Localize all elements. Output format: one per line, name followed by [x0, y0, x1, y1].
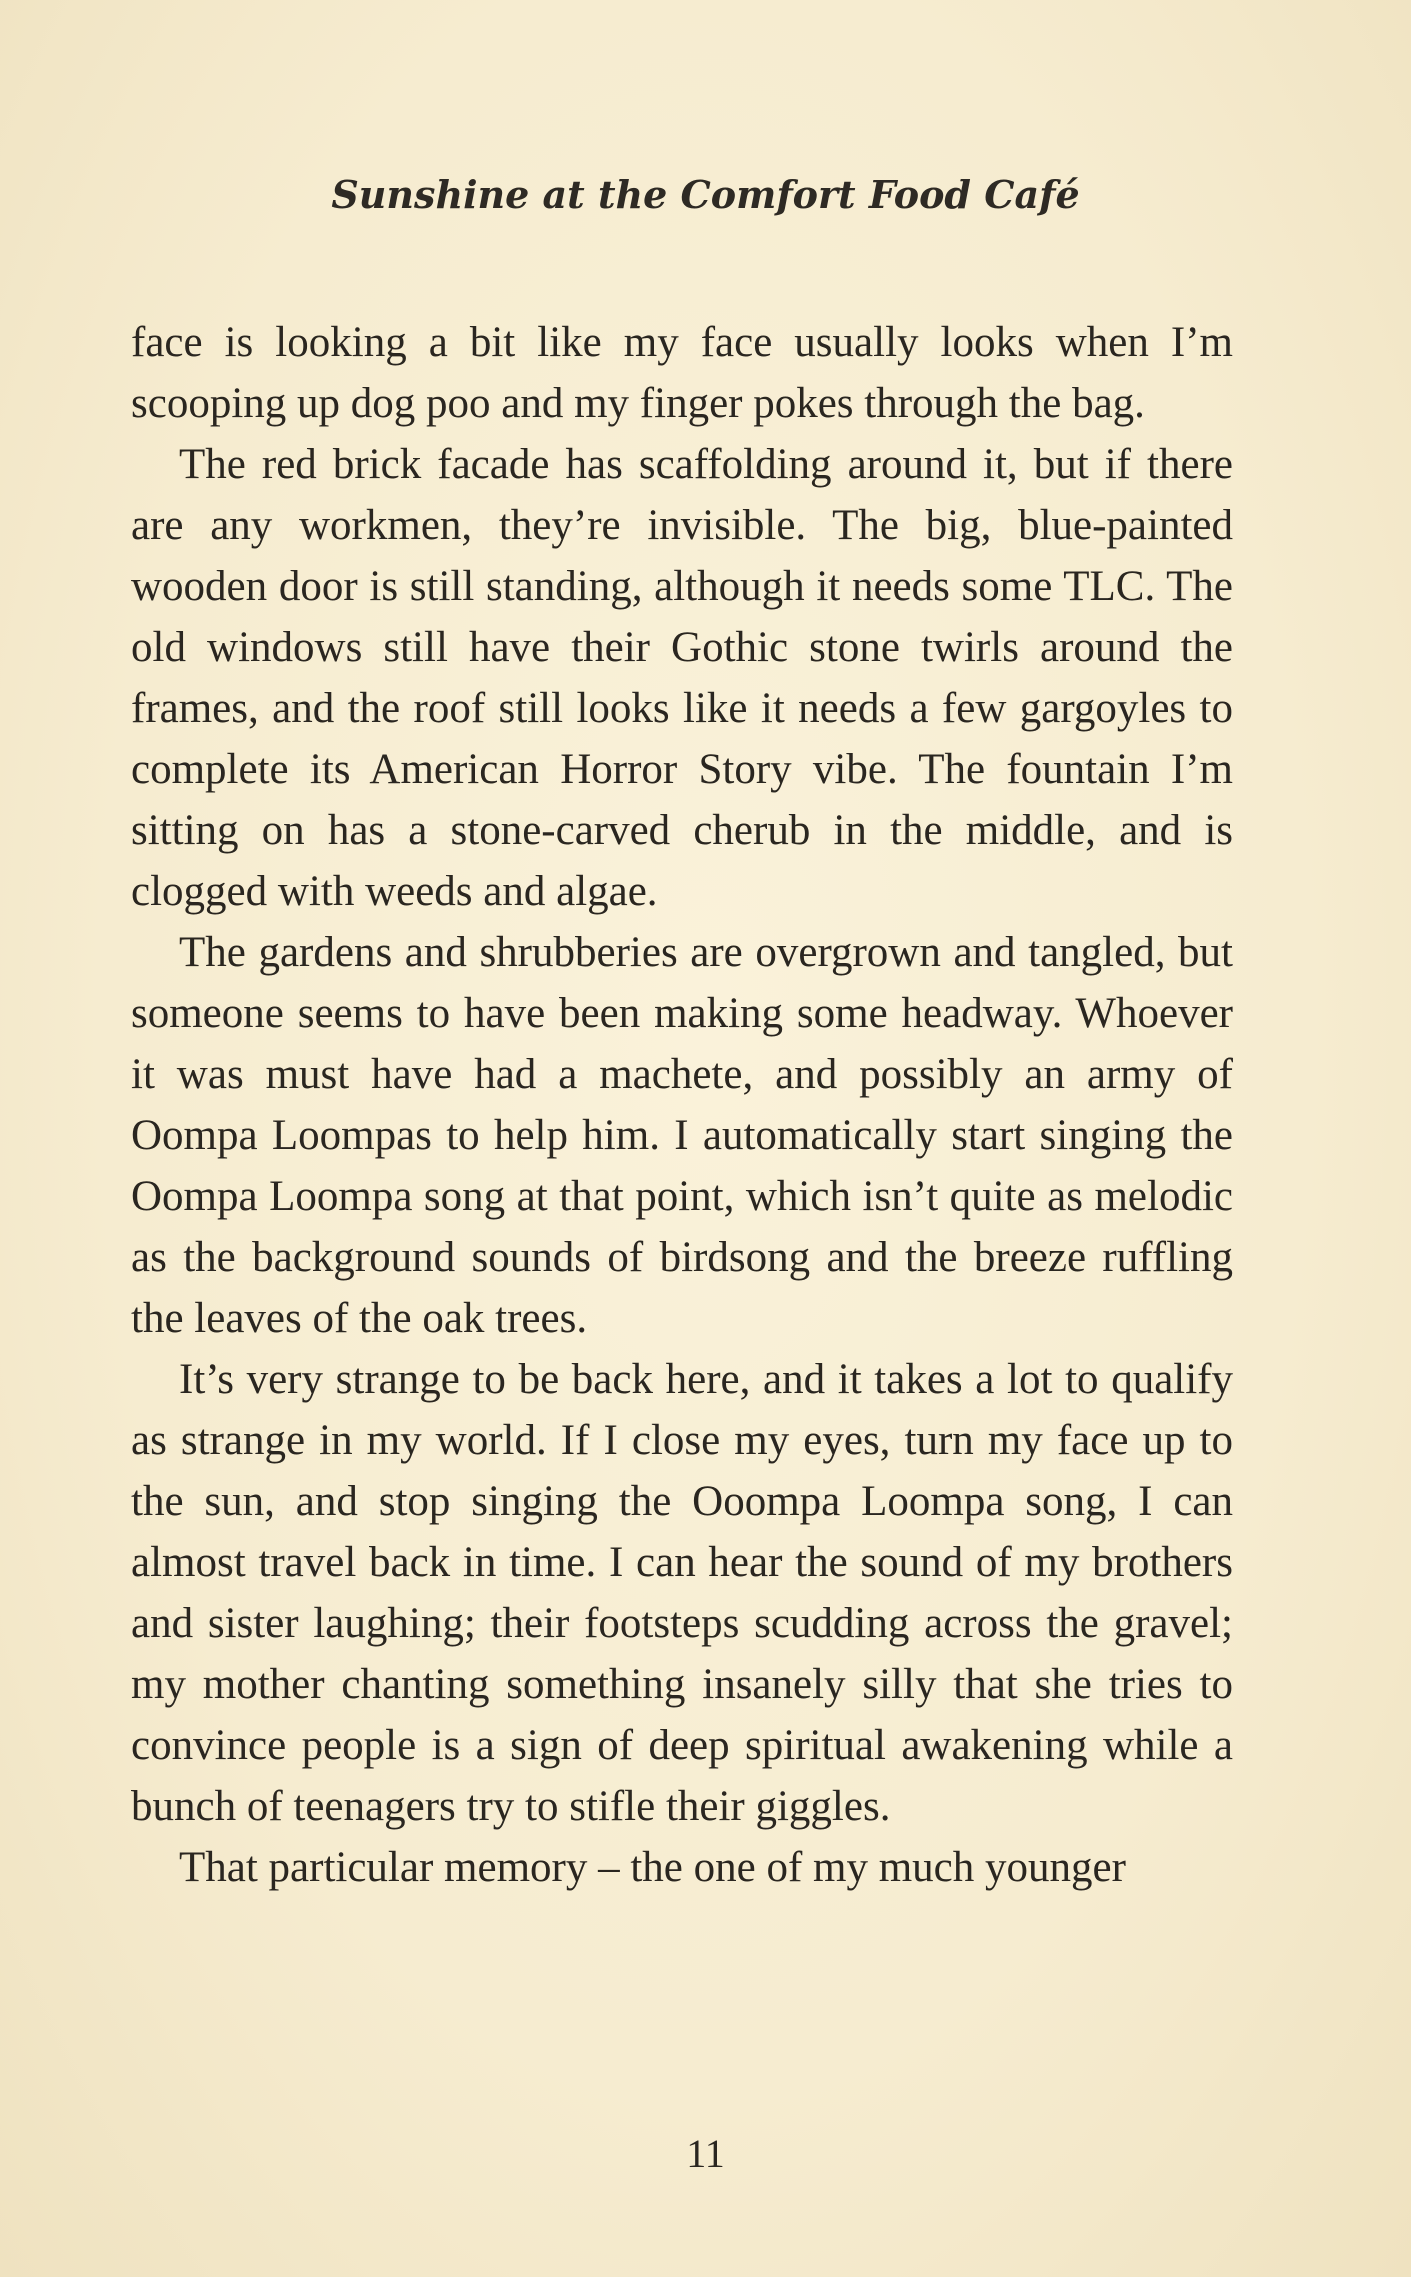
paragraph-5: That particular memory – the one of my much younger [179, 1844, 1126, 1891]
paragraph-1: face is looking a bit like my face usually looks when I’m scooping up dog poo and my finger pokes through the bag. [131, 319, 1233, 427]
page-body [131, 312, 1233, 1898]
running-head-title: Sunshine at the Comfort Food Café [331, 172, 1080, 217]
paragraph-3: The gardens and shrubberies are overgrown and tangled, but someone seems to have been making some headway. Whoever it was must have had a machete, and possibly an army of Oompa Loompas to help him. I automatically start singing the Oompa Loompa song at that point, which isn’t quite as melodic as the background sounds of birdsong and the breeze ruffling the leaves of the oak trees. [131, 929, 1233, 1342]
paragraph-4: It’s very strange to be back here, and it takes a lot to qualify as strange in my world. If I close my eyes, turn my face up to the sun, and stop singing the Ooompa Loompa song, I can almost travel back in time. I can hear the sound of my brothers and sister laughing; their footsteps scudding across the gravel; my mother chanting something insanely silly that she tries to convince people is a sign of deep spiritual awakening while a bunch of teenagers try to stifle their giggles. [131, 1356, 1233, 1830]
page-number: 11 [686, 2131, 725, 2176]
paragraph-2: The red brick facade has scaffolding around it, but if there are any workmen, they’re invisible. The big, blue-painted wooden door is still standing, although it needs some TLC. The old windows still have their Gothic stone twirls around the frames, and the roof still looks like it needs a few gargoyles to complete its American Horror Story vibe. The fountain I’m sitting on has a stone-carved cherub in the middle, and is clogged with weeds and algae. [131, 441, 1233, 915]
